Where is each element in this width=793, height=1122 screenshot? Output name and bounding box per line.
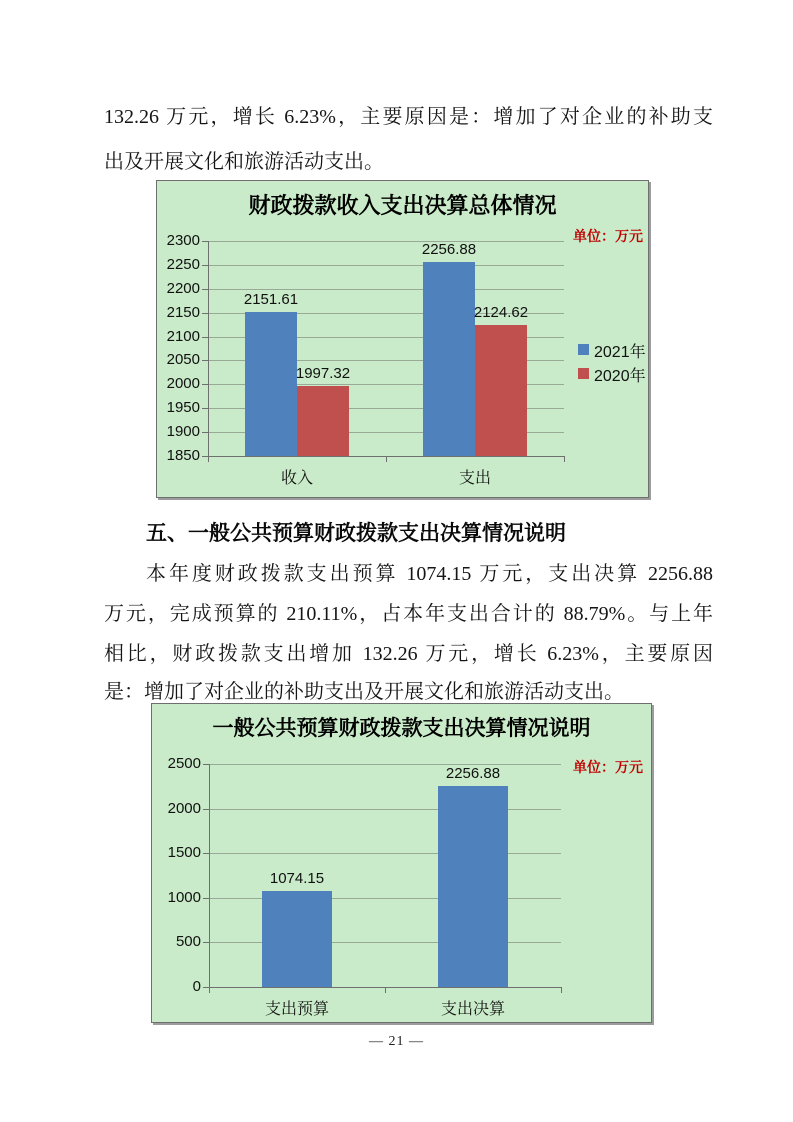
bar xyxy=(245,312,297,456)
bar-value-label: 2256.88 xyxy=(421,240,477,258)
x-axis-tick xyxy=(564,456,565,462)
y-tick-label: 1850 xyxy=(166,447,200,464)
bar-value-label: 1997.32 xyxy=(295,364,351,382)
y-tick-label: 1950 xyxy=(166,399,200,417)
chart-budget-expenditure xyxy=(151,703,652,1023)
legend-label: 2021年 xyxy=(594,344,646,361)
bar-value-label: 2124.62 xyxy=(473,303,529,321)
legend-swatch xyxy=(578,344,589,355)
chart-fiscal-appropriation-overview xyxy=(156,180,649,498)
paragraph-line: 是：增加了对企业的补助支出及开展文化和旅游活动支出。 xyxy=(104,681,624,703)
gridline xyxy=(209,809,561,810)
y-tick-label: 2500 xyxy=(167,755,201,772)
y-tick-label: 500 xyxy=(175,933,201,951)
paragraph-line: 132.26 万元，增长 6.23%，主要原因是：增加了对企业的补助支 xyxy=(104,106,713,128)
legend-swatch xyxy=(578,368,589,379)
y-axis-line xyxy=(208,241,209,462)
y-tick-label: 2150 xyxy=(166,303,200,321)
paragraph-line: 出及开展文化和旅游活动支出。 xyxy=(104,151,384,173)
y-axis-line xyxy=(209,764,210,993)
bar-value-label: 2151.61 xyxy=(243,290,299,308)
bar xyxy=(262,891,332,987)
gridline xyxy=(208,289,564,290)
y-tick-label: 1000 xyxy=(167,888,201,906)
chart-title: 一般公共预算财政拨款支出决算情况说明 xyxy=(212,716,591,740)
y-tick-label: 2100 xyxy=(166,327,200,345)
bar xyxy=(475,325,527,456)
paragraph-line: 万元，完成预算的 210.11%，占本年支出合计的 88.79%。与上年 xyxy=(104,603,713,625)
gridline xyxy=(209,853,561,854)
y-tick-label: 2200 xyxy=(166,279,200,297)
category-label: 支出 xyxy=(458,470,491,487)
category-label: 支出预算 xyxy=(264,1001,329,1018)
chart-unit-label: 单位：万元 xyxy=(573,761,643,776)
paragraph-line: 相比，财政拨款支出增加 132.26 万元，增长 6.23%，主要原因 xyxy=(104,643,713,665)
y-tick-label: 1500 xyxy=(167,844,201,862)
chart-unit-label: 单位：万元 xyxy=(573,230,643,245)
category-label: 支出决算 xyxy=(440,1001,505,1018)
x-axis-tick xyxy=(561,987,562,993)
y-tick-label: 1900 xyxy=(166,423,200,441)
y-tick-label: 2000 xyxy=(167,799,201,817)
page-number: — 21 — xyxy=(369,1034,424,1049)
section-heading: 五、一般公共预算财政拨款支出决算情况说明 xyxy=(146,522,566,545)
y-tick-label: 0 xyxy=(192,978,201,995)
bar xyxy=(438,786,508,987)
bar-value-label: 2256.88 xyxy=(445,764,501,782)
gridline xyxy=(208,241,564,242)
chart-title: 财政拨款收入支出决算总体情况 xyxy=(248,193,557,218)
y-tick-label: 2250 xyxy=(166,255,200,273)
x-axis-tick xyxy=(385,987,386,993)
category-label: 收入 xyxy=(280,470,313,487)
y-tick-label: 2050 xyxy=(166,351,200,369)
gridline xyxy=(208,265,564,266)
y-tick-label: 2300 xyxy=(166,232,200,249)
paragraph-line: 本年度财政拨款支出预算 1074.15 万元，支出决算 2256.88 xyxy=(146,563,713,585)
bar xyxy=(297,386,349,456)
y-tick-label: 2000 xyxy=(166,375,200,393)
bar xyxy=(423,262,475,456)
bar-value-label: 1074.15 xyxy=(269,870,325,888)
x-axis-tick xyxy=(386,456,387,462)
legend-label: 2020年 xyxy=(594,368,646,385)
